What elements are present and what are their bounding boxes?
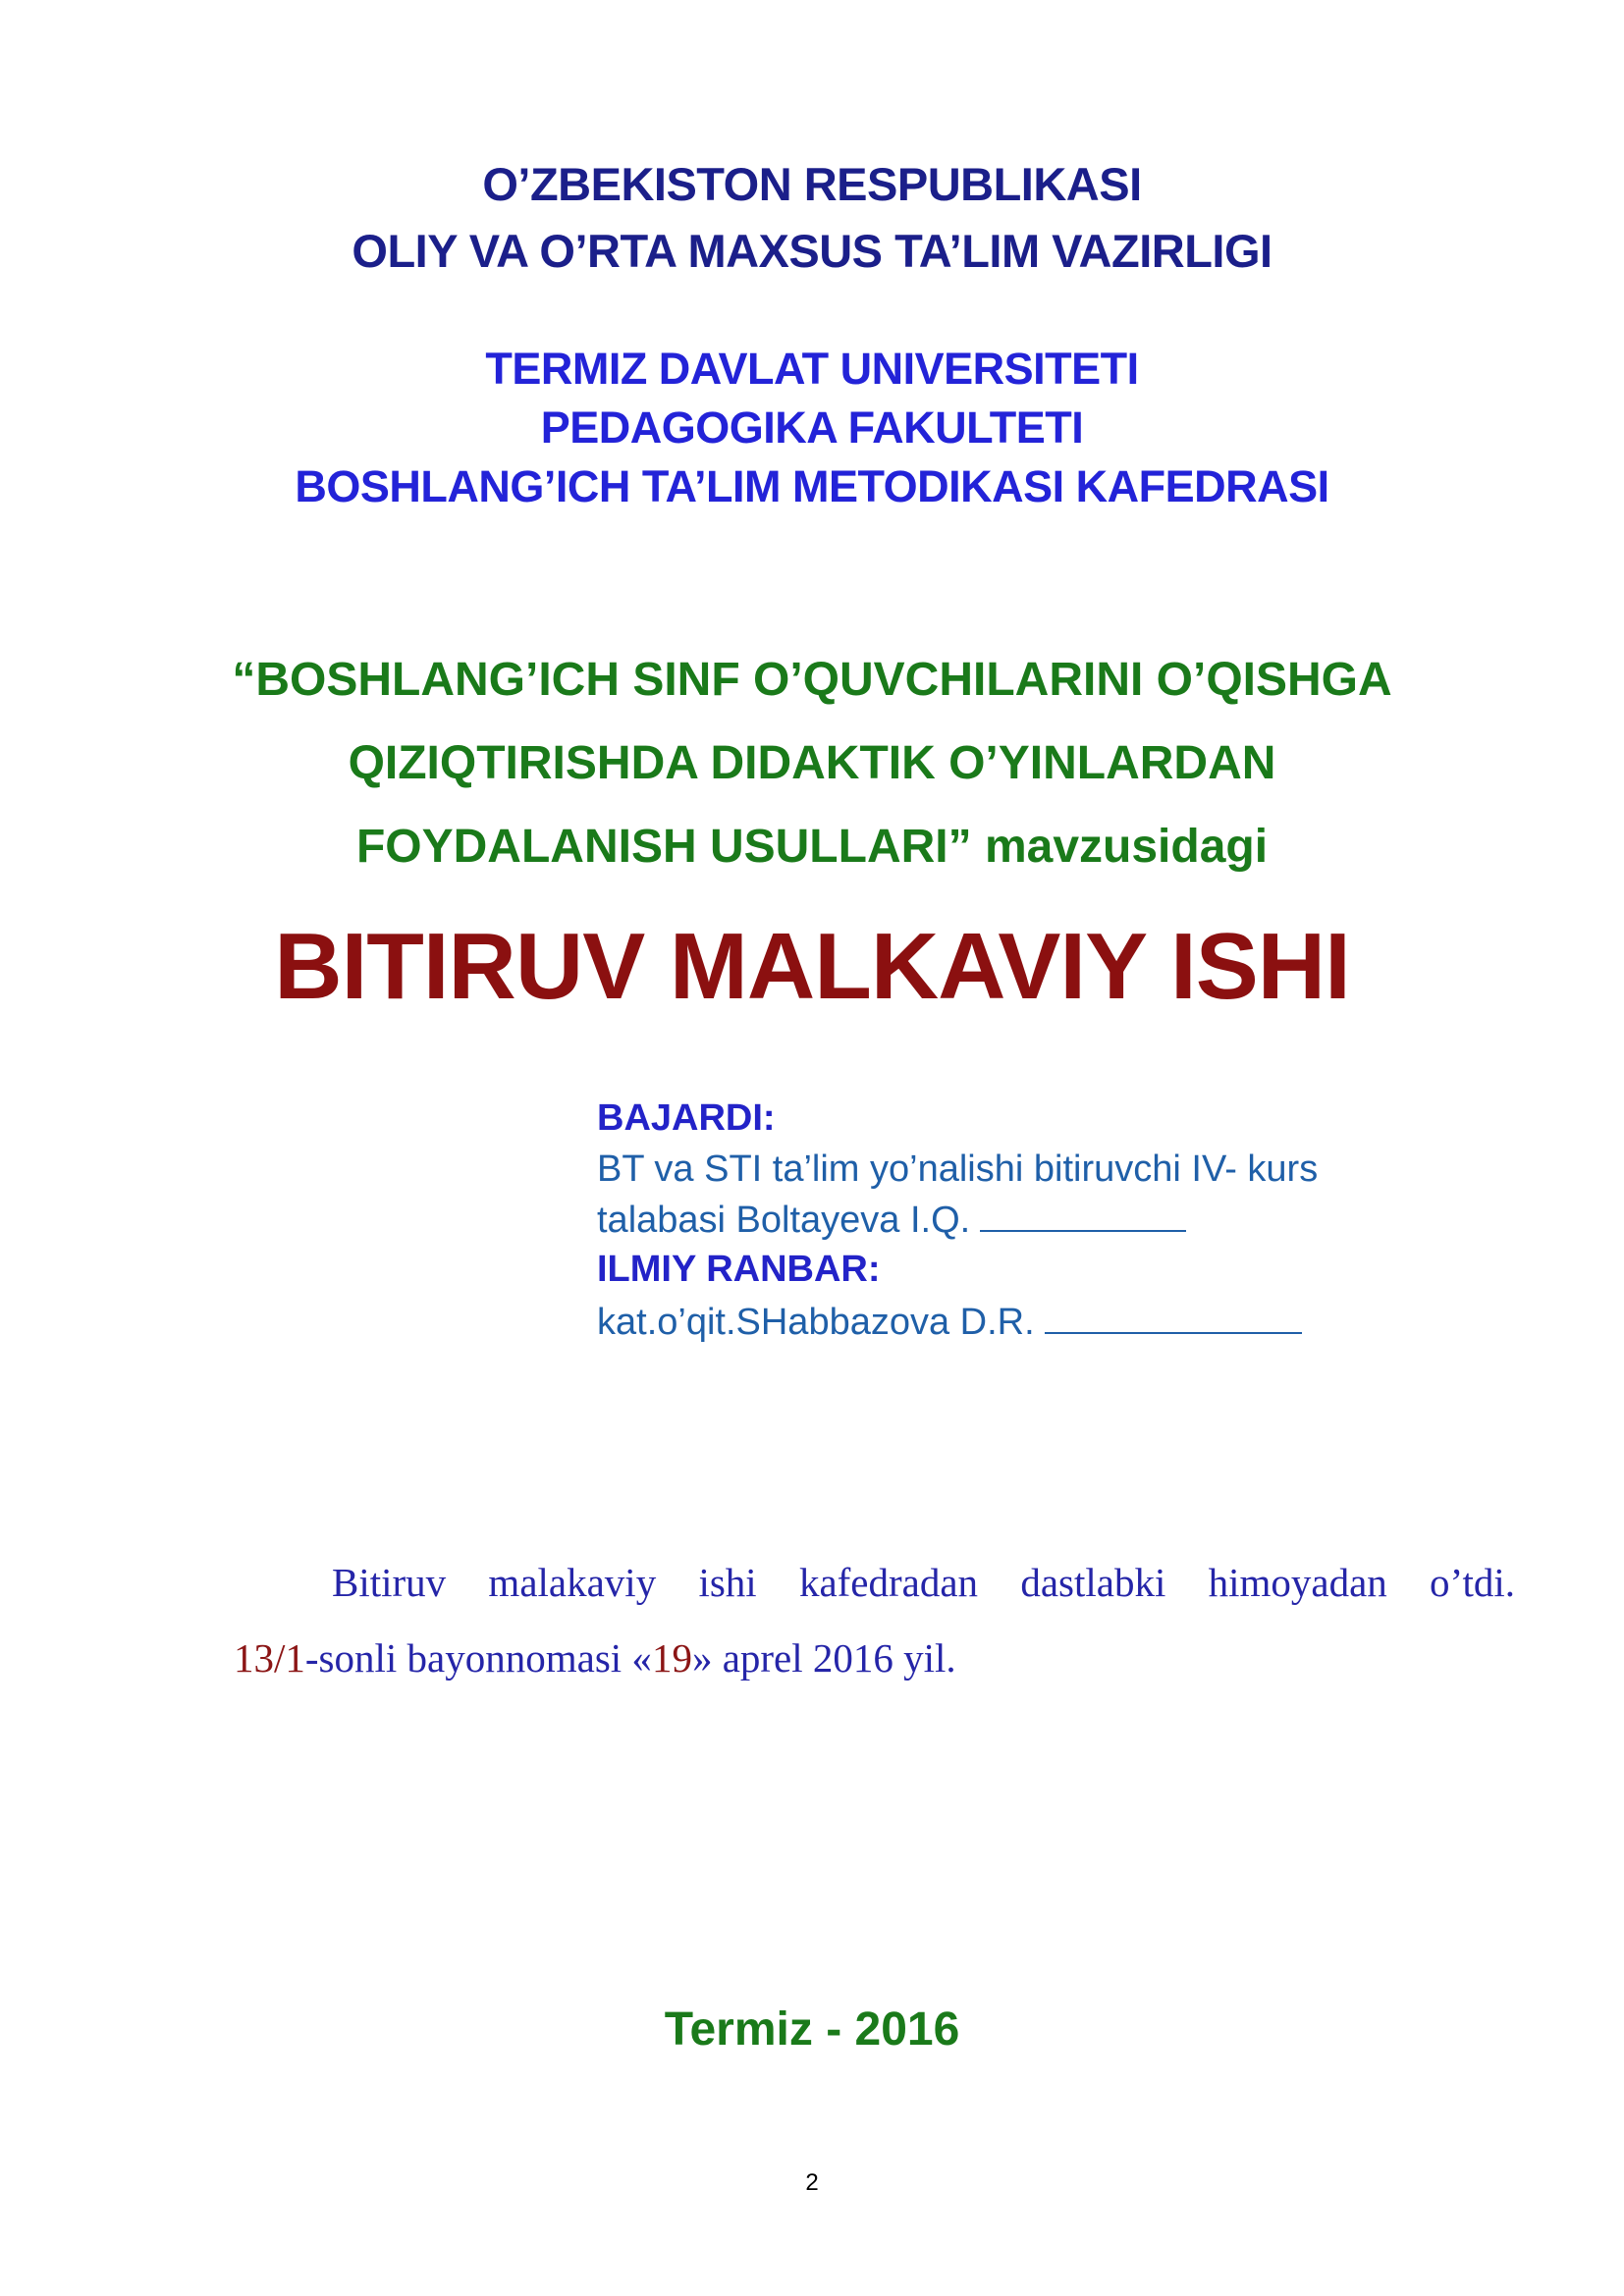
executor-signature-line — [980, 1201, 1186, 1232]
protocol-day: 19 — [651, 1635, 692, 1681]
university-name: TERMIZ DAVLAT UNIVERSITETI — [485, 344, 1139, 394]
protocol-text: -sonli bayonnomasi « — [304, 1635, 652, 1681]
faculty-name: PEDAGOGIKA FAKULTETI — [540, 402, 1084, 453]
supervisor-label: ILMIY RANBAR: — [597, 1249, 881, 1290]
ministry-line-2: OLIY VA O’RTA MAXSUS TA’LIM VAZIRLIGI — [352, 225, 1272, 277]
supervisor-name: kat.o’qit.SHabbazova D.R. — [597, 1302, 1035, 1343]
ministry-line-1: O’ZBEKISTON RESPUBLIKASI — [482, 158, 1142, 210]
approval-sentence: Bitiruv malakaviy ishi kafedradan dastlabki himoyadan o’tdi. — [332, 1560, 1515, 1605]
executor-line-2 — [597, 1200, 1186, 1242]
topic-line-2: QIZIQTIRISHDA DIDAKTIK O’YINLARDAN — [348, 737, 1276, 789]
protocol-number: 13/1 — [234, 1635, 305, 1681]
executor-line-1: BT va STI ta’lim yo’nalishi bitiruvchi IV- kurs — [597, 1148, 1319, 1190]
department-name: BOSHLANG’ICH TA’LIM METODIKASI KAFEDRASI — [295, 461, 1329, 511]
supervisor-line — [597, 1302, 1302, 1344]
topic-line-3-text: FOYDALANISH USULLARI” — [355, 821, 972, 873]
protocol-date-rest: » aprel 2016 yil. — [691, 1635, 956, 1681]
topic-suffix: mavzusidagi — [984, 821, 1269, 873]
topic-line-3 — [0, 820, 1624, 874]
page-number: 2 — [805, 2169, 819, 2196]
supervisor-signature-line — [1045, 1303, 1302, 1334]
executor-name: talabasi Boltayeva I.Q. — [597, 1200, 971, 1241]
approval-protocol-line — [234, 1634, 956, 1682]
city-year: Termiz - 2016 — [664, 2003, 960, 2056]
executor-label: BAJARDI: — [597, 1097, 776, 1139]
document-title: BITIRUV MALKAVIY ISHI — [274, 914, 1350, 1019]
topic-line-1: “BOSHLANG’ICH SINF O’QUVCHILARINI O’QISHGA — [232, 654, 1392, 706]
